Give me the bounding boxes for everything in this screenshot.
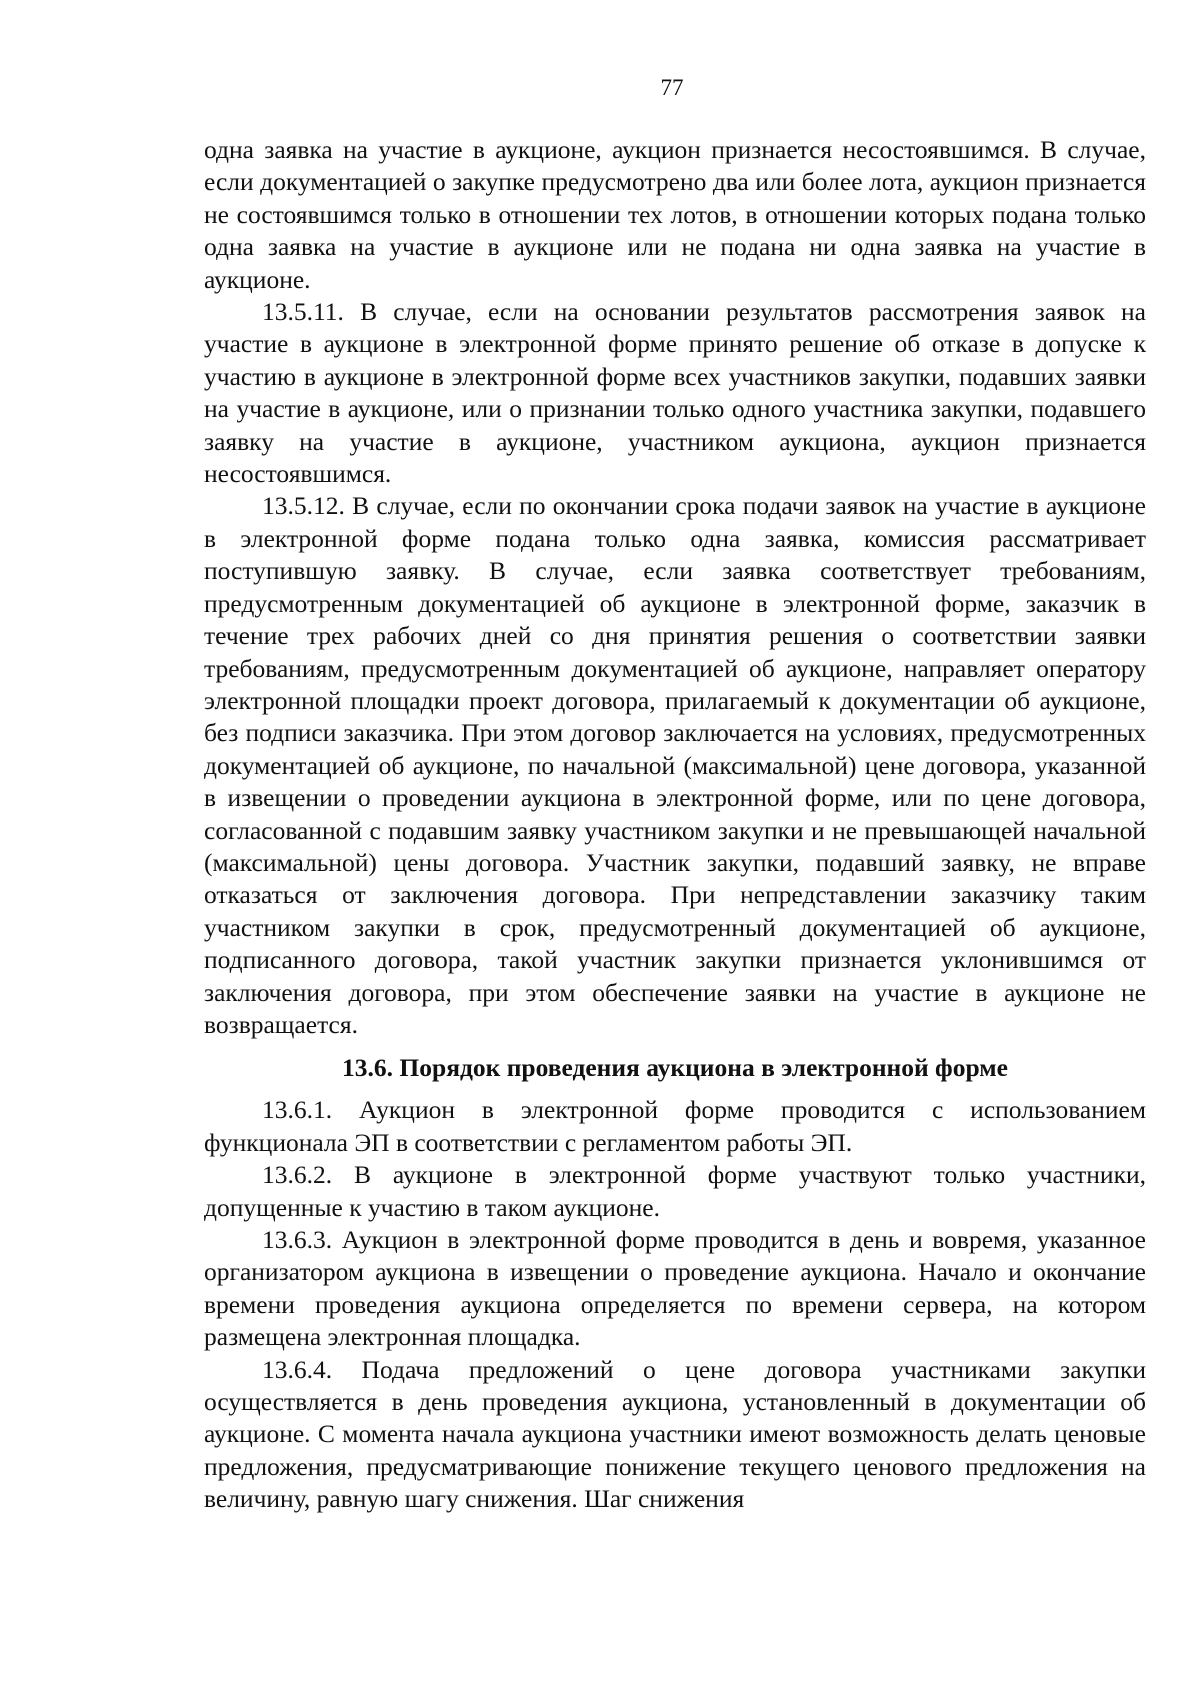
paragraph-13-6-4: 13.6.4. Подача предложений о цене договора участниками закупки осуществляется в день проведения аукциона, установленный в документации об аукционе. С момента начала аукциона участники имеют возможность делать ценовые предложения, предусматривающие понижение текущего ценового предложения на величину, равную шагу снижения. Шаг снижения <box>204 1354 1146 1514</box>
paragraph-13-6-1: 13.6.1. Аукцион в электронной форме проводится с использованием функционала ЭП в соответствии с регламентом работы ЭП. <box>204 1095 1146 1157</box>
paragraph-13-5-12: 13.5.12. В случае, если по окончании срока подачи заявок на участие в аукционе в электронной форме подана только одна заявка, комиссия рассматривает поступившую заявку. В случае, если заявка соответствует требованиям, предусмотренным документацией об аукционе в электронной форме, заказчик в течение трех рабочих дней со дня принятия решения о соответствии заявки требованиям, предусмотренным документацией об аукционе, направляет оператору электронной площадки проект договора, прилагаемый к документации об аукционе, без подписи заказчика. При этом договор заключается на условиях, предусмотренных документацией об аукционе, по начальной (максимальной) цене договора, указанной в извещении о проведении аукциона в электронной форме, или по цене договора, согласованной с подавшим заявку участником закупки и не превышающей начальной (максимальной) цены договора. Участник закупки, подавший заявку, не вправе отказаться от заключения договора. При непредставлении заказчику таким участником закупки в срок, предусмотренный документацией об аукционе, подписанного договора, такой участник закупки признается уклонившимся от заключения договора, при этом обеспечение заявки на участие в аукционе не возвращается. <box>204 491 1146 1039</box>
page-number: 77 <box>660 75 684 100</box>
section-heading-13-6: 13.6. Порядок проведения аукциона в электронной форме <box>342 1053 1008 1083</box>
document-body <box>204 134 1146 1516</box>
paragraph-13-6-2: 13.6.2. В аукционе в электронной форме участвуют только участники, допущенные к участию в таком аукционе. <box>204 1160 1146 1222</box>
paragraph-13-5-11: 13.5.11. В случае, если на основании результатов рассмотрения заявок на участие в аукционе в электронной форме принято решение об отказе в допуске к участию в аукционе в электронной форме всех участников закупки, подавших заявки на участие в аукционе, или о признании только одного участника закупки, подавшего заявку на участие в аукционе, участником аукциона, аукцион признается несостоявшимся. <box>204 297 1146 489</box>
paragraph-continuation: одна заявка на участие в аукционе, аукцион признается несостоявшимся. В случае, если документацией о закупке предусмотрено два или более лота, аукцион признается не состоявшимся только в отношении тех лотов, в отношении которых подана только одна заявка на участие в аукционе или не подана ни одна заявка на участие в аукционе. <box>204 135 1146 294</box>
paragraph-13-6-3: 13.6.3. Аукцион в электронной форме проводится в день и вовремя, указанное организатором аукциона в извещении о проведение аукциона. Начало и окончание времени проведения аукциона определяется по времени сервера, на котором размещена электронная площадка. <box>204 1225 1146 1352</box>
